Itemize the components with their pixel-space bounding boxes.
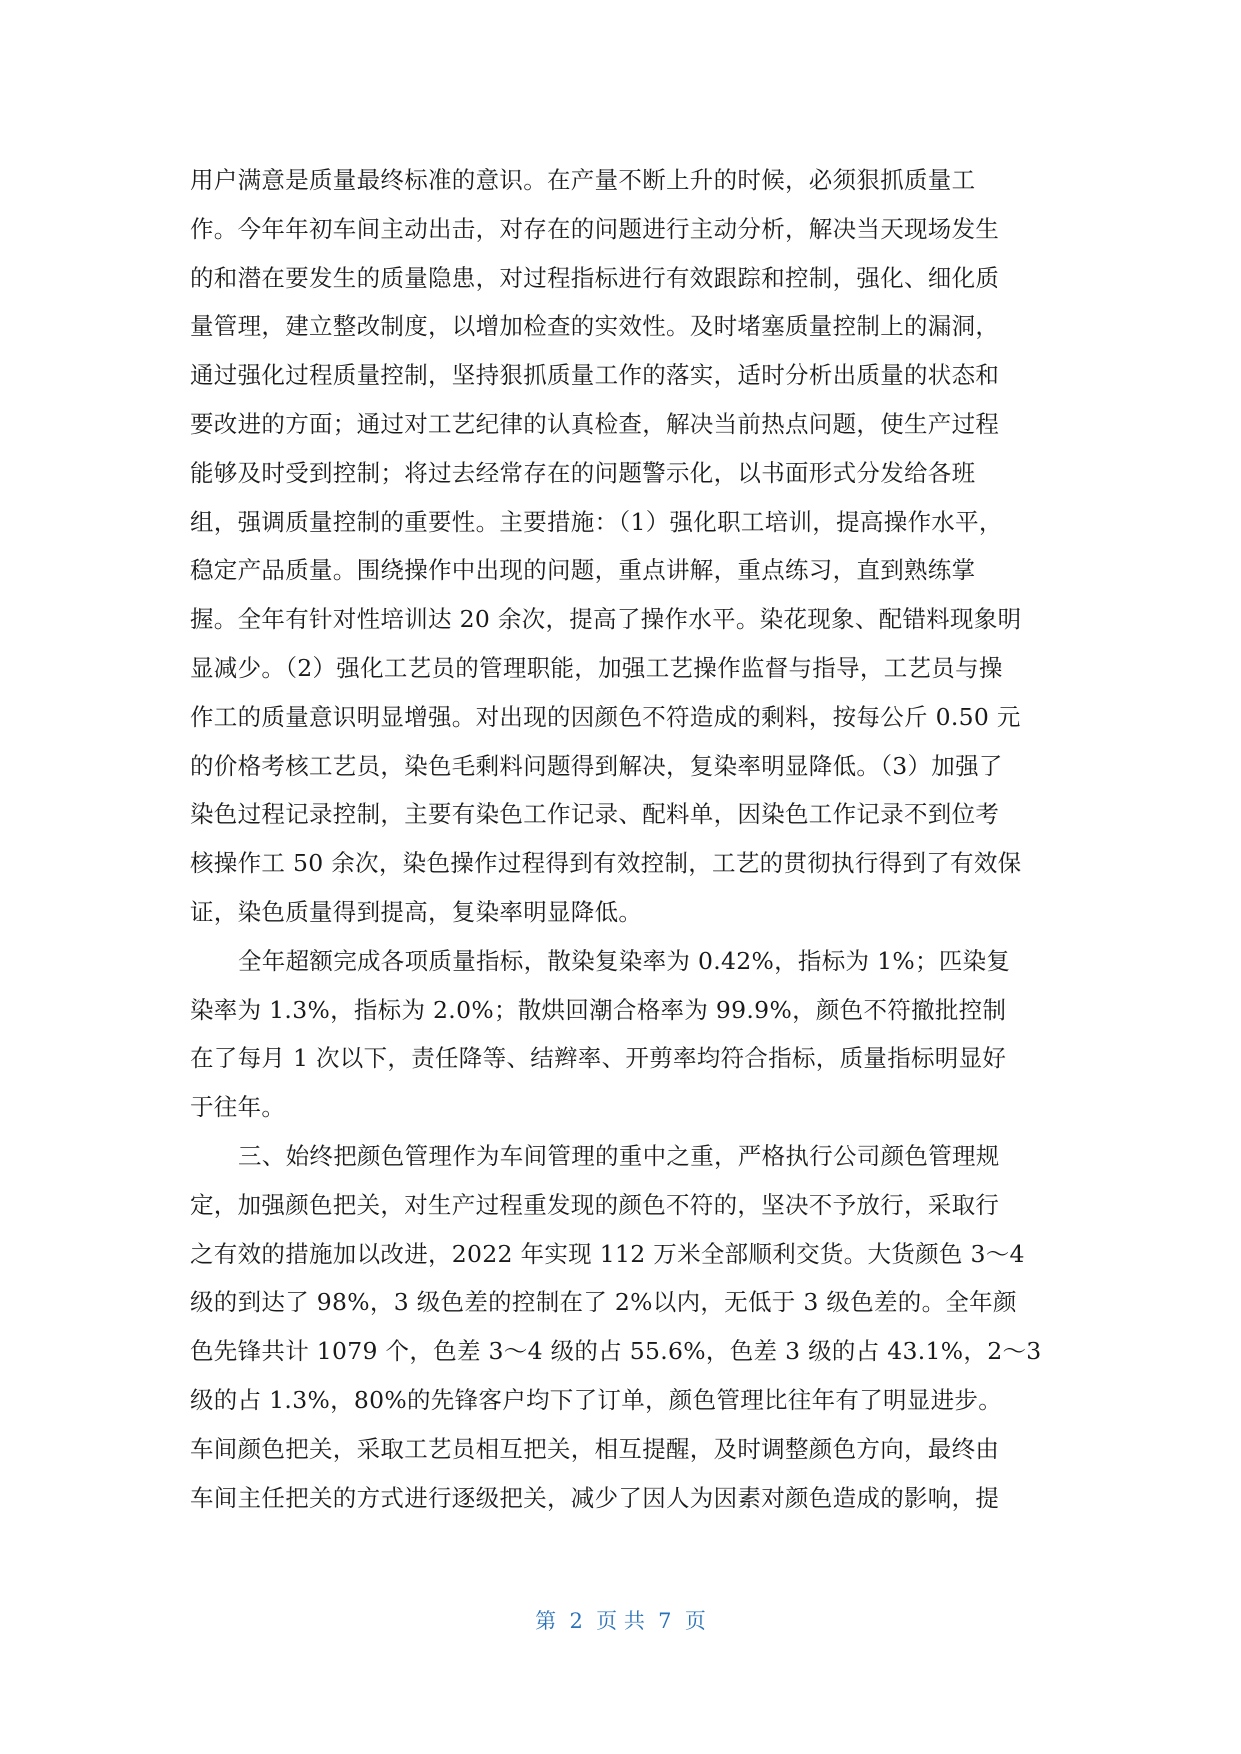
text-line: 稳定产品质量。围绕操作中出现的问题，重点讲解，重点练习，直到熟练掌 [190,556,976,585]
text-line: 握。全年有针对性培训达 20 余次，提高了操作水平。染花现象、配错料现象明 [190,605,1022,634]
text-line-indented: 全年超额完成各项质量指标，散染复染率为 0.42%，指标为 1%；匹染复 [238,946,1011,975]
text-line: 量管理，建立整改制度，以增加检查的实效性。及时堵塞质量控制上的漏洞， [190,312,1000,341]
text-line: 证，染色质量得到提高，复染率明显降低。 [190,897,643,926]
text-line: 用户满意是质量最终标准的意识。在产量不断上升的时候，必须狠抓质量工 [190,166,976,194]
text-line: 通过强化过程质量控制，坚持狠抓质量工作的落实，适时分析出质量的状态和 [190,361,1000,390]
text-line: 染色过程记录控制，主要有染色工作记录、配料单，因染色工作记录不到位考 [190,800,1000,829]
text-line: 级的占 1.3%，80%的先锋客户均下了订单，颜色管理比往年有了明显进步。 [190,1385,1003,1414]
text-line: 级的到达了 98%，3 级色差的控制在了 2%以内，无低于 3 级色差的。全年颜 [190,1288,1017,1317]
text-line: 显减少。（2）强化工艺员的管理职能，加强工艺操作监督与指导，工艺员与操 [190,653,1003,682]
text-line: 要改进的方面；通过对工艺纪律的认真检查，解决当前热点问题，使生产过程 [190,409,1000,438]
text-line: 定，加强颜色把关，对生产过程重发现的颜色不符的，坚决不予放行，采取行 [190,1190,1000,1219]
document-body [190,156,1054,1522]
text-line: 车间主任把关的方式进行逐级把关，减少了因人为因素对颜色造成的影响，提 [190,1483,1000,1512]
text-line: 的和潜在要发生的质量隐患，对过程指标进行有效跟踪和控制，强化、细化质 [190,263,1000,292]
text-line: 核操作工 50 余次，染色操作过程得到有效控制，工艺的贯彻执行得到了有效保 [190,849,1022,878]
paragraph-quality-indicators [190,937,1054,1132]
text-line: 染率为 1.3%，指标为 2.0%；散烘回潮合格率为 99.9%，颜色不符撤批控制 [190,995,1007,1024]
text-line: 在了每月 1 次以下，责任降等、结辫率、开剪率均符合指标，质量指标明显好 [190,1044,1007,1073]
text-line-indented: 三、始终把颜色管理作为车间管理的重中之重，严格执行公司颜色管理规 [238,1141,1000,1170]
text-line: 车间颜色把关，采取工艺员相互把关，相互提醒，及时调整颜色方向，最终由 [190,1434,1000,1463]
text-line: 之有效的措施加以改进，2022 年实现 112 万米全部顺利交货。大货颜色 3～4 [190,1239,1025,1268]
paragraph-color-management [190,1132,1054,1522]
text-line: 组，强调质量控制的重要性。主要措施：（1）强化职工培训，提高操作水平， [190,507,1003,536]
paragraph-quality-work [190,156,1054,937]
text-line: 色先锋共计 1079 个，色差 3～4 级的占 55.6%，色差 3 级的占 43.1%，2～3 [190,1337,1042,1366]
text-line: 于往年。 [190,1093,286,1122]
text-line: 的价格考核工艺员，染色毛剩料问题得到解决，复染率明显降低。（3）加强了 [190,751,1003,780]
page-number-footer: 第 2 页 共 7 页 [535,1609,706,1633]
text-line: 作工的质量意识明显增强。对出现的因颜色不符造成的剩料，按每公斤 0.50 元 [190,702,1021,731]
text-line: 作。今年年初车间主动出击，对存在的问题进行主动分析，解决当天现场发生 [190,214,1000,243]
text-line: 能够及时受到控制；将过去经常存在的问题警示化，以书面形式分发给各班 [190,458,976,487]
